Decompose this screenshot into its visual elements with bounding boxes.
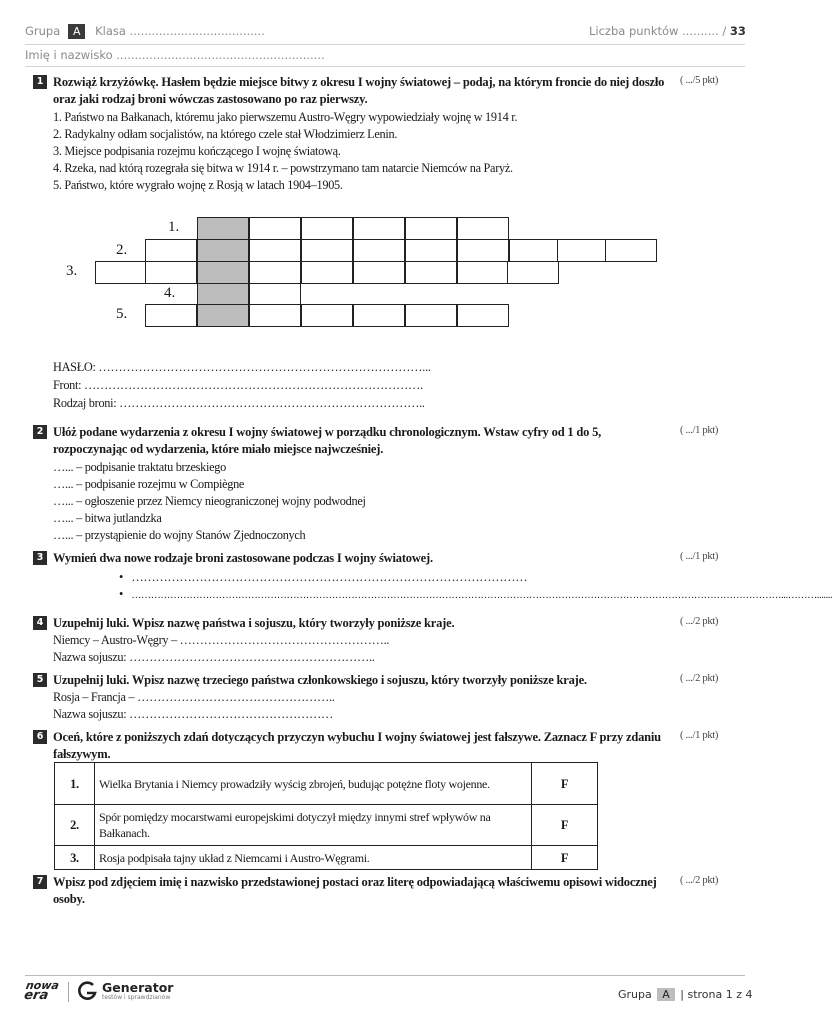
crossword-cell[interactable]: [301, 217, 353, 240]
generator-subtitle: testów i sprawdzianów: [102, 994, 171, 1001]
task-points: ( .../1 pkt): [680, 551, 719, 562]
header-divider-2: [25, 66, 745, 67]
task-question: Uzupełnij luki. Wpisz nazwę trzeciego państwa członkowskiego i sojuszu, który tworzyły poniższe kraje.: [53, 673, 587, 687]
event-item[interactable]: …... – ogłoszenie przez Niemcy nieograniczonej wojny podwodnej: [53, 494, 366, 508]
task-number: 2: [33, 425, 47, 439]
task-points: ( .../2 pkt): [680, 616, 719, 627]
footer-divider: [25, 975, 745, 976]
task-points: ( .../1 pkt): [680, 425, 719, 436]
group-badge: A: [68, 24, 86, 39]
statement-text: Rosja podpisała tajny układ z Niemcami i Austro-Węgrami.: [95, 846, 532, 870]
table-row: [55, 763, 598, 805]
crossword-cell[interactable]: [197, 283, 249, 306]
crossword-cell[interactable]: [145, 304, 197, 327]
header-group: [25, 24, 265, 39]
group-label: Grupa: [25, 24, 61, 38]
task-points: ( .../2 pkt): [680, 875, 719, 886]
crossword-cell[interactable]: [197, 261, 249, 284]
name-field[interactable]: Imię i nazwisko .........................................................: [25, 48, 325, 62]
logo-separator: [68, 982, 69, 1002]
crossword-cell[interactable]: [557, 239, 609, 262]
logo-text-nowa: nowa: [24, 979, 61, 992]
weapon-answer[interactable]: Rodzaj broni: …………………………………………………………………..: [53, 396, 425, 410]
event-item[interactable]: …... – podpisanie rozejmu w Compiègne: [53, 477, 245, 491]
answer-dots: …………………………………………………………………………………………………………………………………………………………………………………...……….......: [131, 590, 832, 601]
crossword-cell[interactable]: [249, 217, 301, 240]
row-number: 1.: [55, 763, 95, 805]
task-question: Wpisz pod zdjęciem imię i nazwisko przedstawionej postaci oraz literę odpowiadającą właściwemu opisowi widocznej osoby.: [53, 875, 657, 906]
task-number: 5: [33, 673, 47, 687]
task-number: 1: [33, 75, 47, 89]
crossword-cell[interactable]: [197, 304, 249, 327]
crossword-cell[interactable]: [457, 217, 509, 240]
crossword-cell[interactable]: [507, 261, 559, 284]
crossword-cell[interactable]: [353, 304, 405, 327]
task-number: 4: [33, 616, 47, 630]
task-number: 7: [33, 875, 47, 889]
crossword-cell[interactable]: [249, 283, 301, 306]
bullet-answer-1[interactable]: [119, 569, 527, 586]
class-field[interactable]: Klasa .....................................: [95, 24, 265, 38]
task-points: ( .../1 pkt): [680, 730, 719, 741]
logo-text-era: era: [22, 988, 50, 1003]
event-item[interactable]: …... – podpisanie traktatu brzeskiego: [53, 460, 226, 474]
crossword-cell[interactable]: [405, 239, 457, 262]
clue-5: 5. Państwo, które wygrało wojnę z Rosją w latach 1904–1905.: [53, 178, 343, 192]
crossword-cell[interactable]: [301, 304, 353, 327]
statement-text: Wielka Brytania i Niemcy prowadziły wyścig zbrojeń, budując potężne floty wojenne.: [95, 763, 532, 805]
bullet-icon: •: [119, 570, 132, 584]
bullet-icon: •: [119, 587, 132, 601]
points-total: [589, 24, 746, 38]
task-number: 3: [33, 551, 47, 565]
false-mark[interactable]: F: [532, 846, 598, 870]
table-row: [55, 805, 598, 846]
crossword-cell[interactable]: [301, 261, 353, 284]
crossword-cell[interactable]: [249, 239, 301, 262]
crossword-cell[interactable]: [145, 261, 197, 284]
task-number: 6: [33, 730, 47, 744]
footer-group-label: Grupa: [618, 988, 652, 1001]
task-question: Rozwiąż krzyżówkę. Hasłem będzie miejsce bitwy z okresu I wojny światowej – podaj, na którym froncie do niej doszło oraz jaki rodzaj broni wówczas zastosowano po raz pierwszy.: [53, 75, 665, 106]
clue-1: 1. Państwo na Bałkanach, któremu jako pierwszemu Austro-Węgry wypowiedziały wojnę w 1914 r.: [53, 110, 518, 124]
crossword-cell[interactable]: [249, 261, 301, 284]
crossword-row-label-1: 1.: [168, 219, 180, 235]
crossword-cell[interactable]: [405, 261, 457, 284]
task-points: ( .../2 pkt): [680, 673, 719, 684]
false-mark[interactable]: F: [532, 763, 598, 805]
clue-4: 4. Rzeka, nad którą rozegrała się bitwa w 1914 r. – powstrzymano tam natarcie Niemców na Paryż.: [53, 161, 513, 175]
points-label: Liczba punktów .......... /: [589, 24, 727, 38]
alliance-name-answer[interactable]: Nazwa sojuszu: ……………………………………………: [53, 707, 334, 721]
clue-3: 3. Miejsce podpisania rozejmu kończącego I wojnę światową.: [53, 144, 341, 158]
crossword-cell[interactable]: [353, 261, 405, 284]
crossword-cell[interactable]: [605, 239, 657, 262]
crossword-cell[interactable]: [509, 239, 561, 262]
statement-text: Spór pomiędzy mocarstwami europejskimi dotyczył między innymi stref wpływów na Bałkanach.: [95, 805, 532, 846]
row-number: 2.: [55, 805, 95, 846]
haslo-answer[interactable]: HASŁO: ………………………………………………………………………...: [53, 360, 431, 374]
task-question: Wymień dwa nowe rodzaje broni zastosowane podczas I wojny światowej.: [53, 551, 433, 565]
false-mark[interactable]: F: [532, 805, 598, 846]
crossword-cell[interactable]: [197, 239, 249, 262]
crossword-row-label-4: 4.: [164, 285, 176, 301]
bullet-answer-2[interactable]: [119, 586, 832, 604]
front-answer[interactable]: Front: ………………………………………………………………………….: [53, 378, 423, 392]
crossword-cell[interactable]: [457, 304, 509, 327]
task-points: ( .../5 pkt): [680, 75, 719, 86]
table-row: [55, 846, 598, 870]
footer-group-badge: A: [657, 988, 675, 1001]
crossword-row-label-3: 3.: [66, 263, 78, 279]
alliance-name-answer[interactable]: Nazwa sojuszu: ……………………………………………………..: [53, 650, 375, 664]
task-question: Uzupełnij luki. Wpisz nazwę państwa i sojuszu, który tworzyły poniższe kraje.: [53, 616, 455, 630]
statements-table: [54, 762, 598, 870]
task-question: Oceń, które z poniższych zdań dotyczących przyczyn wybuchu I wojny światowej jest fałszywe. Zaznacz F przy zdaniu fałszywym.: [53, 730, 661, 761]
crossword-row-label-2: 2.: [116, 242, 128, 258]
crossword-cell[interactable]: [249, 304, 301, 327]
crossword-cell[interactable]: [353, 239, 405, 262]
answer-dots: ………………………………………………………………………………………: [131, 570, 528, 584]
crossword-cell[interactable]: [301, 239, 353, 262]
crossword-cell[interactable]: [145, 239, 197, 262]
alliance-countries-answer[interactable]: Niemcy – Austro-Węgry – ……………………………………………..: [53, 633, 390, 647]
generator-title: Generator: [102, 980, 174, 995]
header-divider: [25, 44, 745, 45]
row-number: 3.: [55, 846, 95, 870]
generator-g-icon: [76, 980, 98, 1002]
crossword-cell[interactable]: [95, 261, 147, 284]
alliance-countries-answer[interactable]: Rosja – Francja – …………………………………………..: [53, 690, 335, 704]
event-item[interactable]: …... – przystąpienie do wojny Stanów Zjednoczonych: [53, 528, 306, 542]
crossword-cell[interactable]: [197, 217, 249, 240]
points-max: 33: [729, 24, 746, 38]
crossword-cell[interactable]: [405, 217, 457, 240]
crossword-cell[interactable]: [353, 217, 405, 240]
page-number: | strona 1 z 4: [680, 988, 753, 1001]
page-footer-info: [618, 988, 753, 1001]
nowa-era-logo: [23, 981, 67, 1001]
event-item[interactable]: …... – bitwa jutlandzka: [53, 511, 162, 525]
crossword-cell[interactable]: [457, 261, 509, 284]
crossword-cell[interactable]: [405, 304, 457, 327]
crossword-row-label-5: 5.: [116, 306, 128, 322]
crossword-cell[interactable]: [457, 239, 509, 262]
task-question: Ułóż podane wydarzenia z okresu I wojny światowej w porządku chronologicznym. Wstaw cyfry od 1 do 5, rozpoczynając od wydarzenia, które miało miejsce najwcześniej.: [53, 425, 602, 456]
clue-2: 2. Radykalny odłam socjalistów, na którego czele stał Włodzimierz Lenin.: [53, 127, 398, 141]
